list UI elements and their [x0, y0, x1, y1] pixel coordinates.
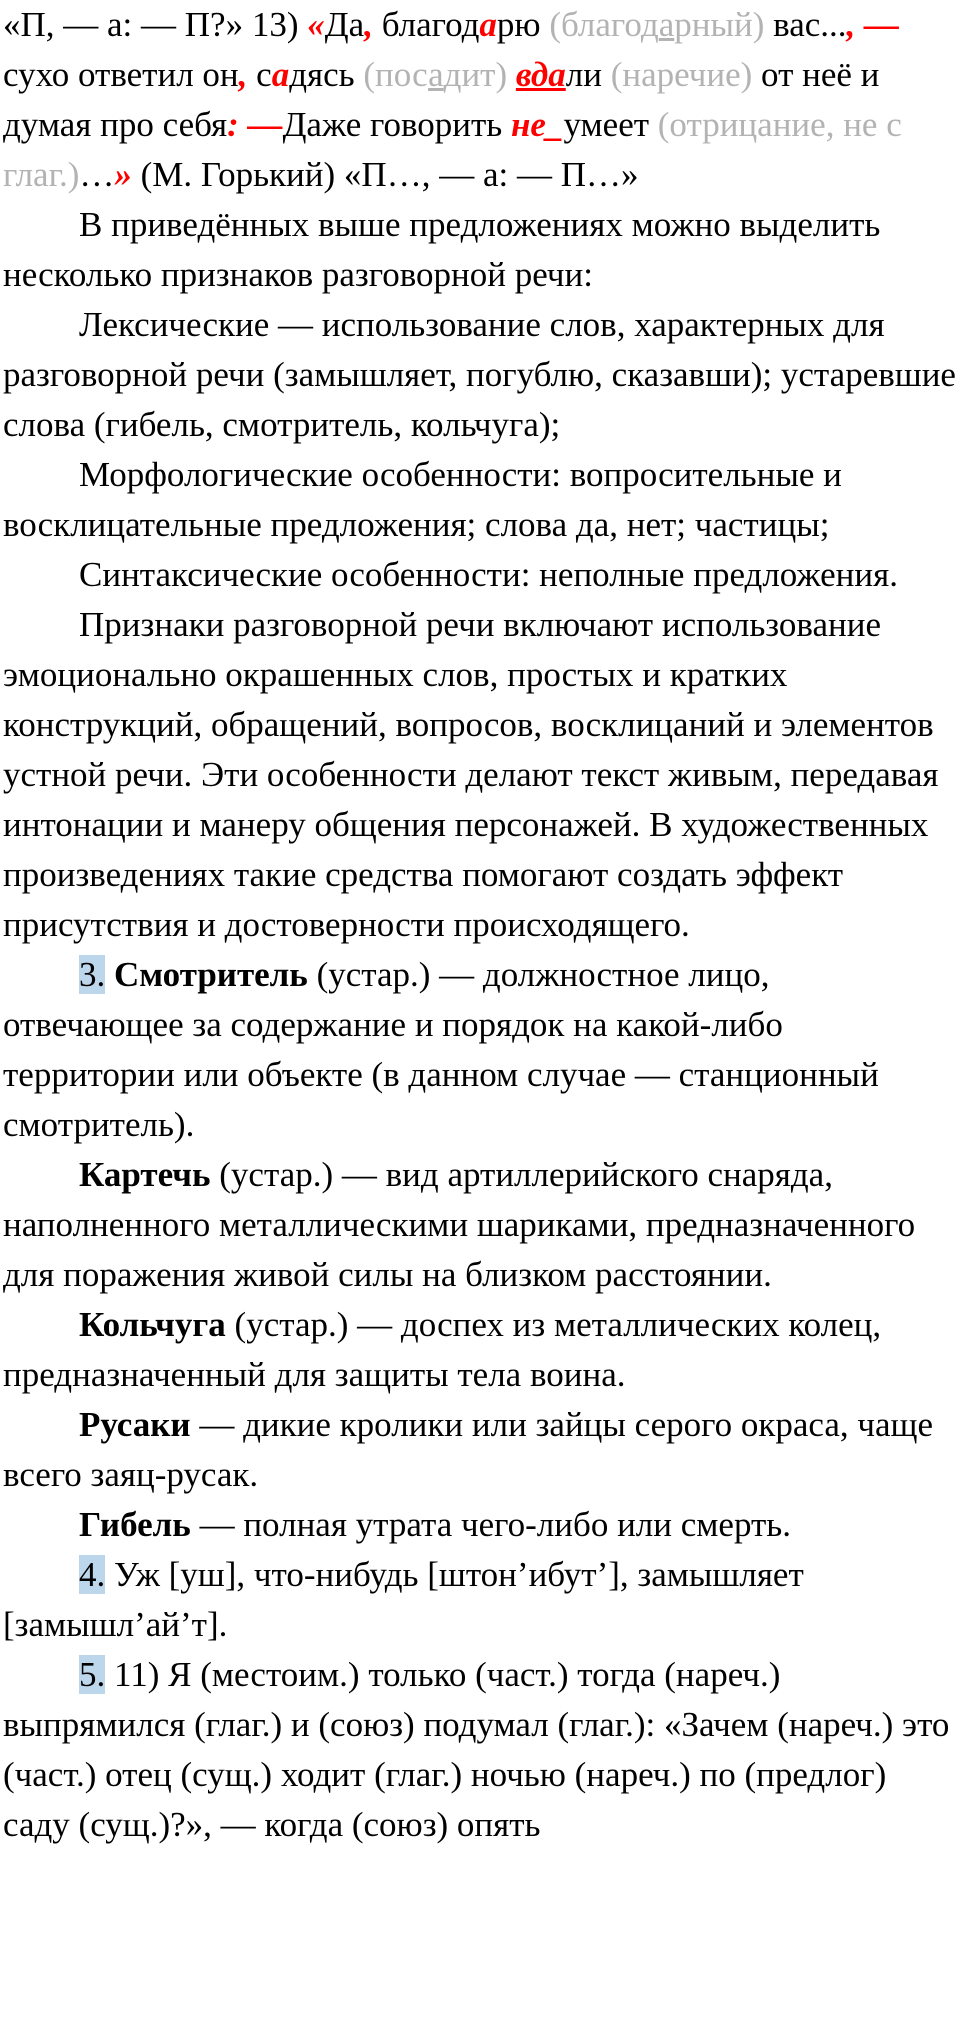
- transcription-text: Уж [уш], что-нибудь [штон’ибут’], замышляет [замышл’ай’т].: [3, 1555, 804, 1644]
- text-fragment: …: [79, 155, 115, 194]
- particle-red: не_: [511, 105, 564, 144]
- glossary-term: Русаки: [79, 1405, 191, 1444]
- glossary-definition: — полная утрата чего-либо или смерть.: [190, 1505, 792, 1544]
- answer-number: 5.: [79, 1655, 106, 1694]
- glossary-term: Гибель: [79, 1505, 191, 1544]
- paragraph: Синтаксические особенности: неполные предложения.: [79, 555, 898, 594]
- answer-4: [3, 1550, 958, 1650]
- text-fragment: дясь: [289, 55, 364, 94]
- dash-red: —: [864, 5, 900, 44]
- quote-mark-red: »: [114, 155, 132, 194]
- glossary-term: Кольчуга: [79, 1305, 226, 1344]
- paragraph: Признаки разговорной речи включают использование эмоционально окрашенных слов, простых и кратких конструкций, обращений, вопросов, восклицаний и элементов устной речи. Эти особенности делают текст живым, передавая интонации и манеру общения персонажей. В художественных произведениях такие средства помогают создать эффект присутствия и достоверности происходящего.: [3, 605, 939, 944]
- comma-red: ,: [238, 55, 248, 94]
- stressed-vowel-red: а: [479, 5, 497, 44]
- annotation-gray: (наречие): [610, 55, 753, 94]
- answer-number: 4.: [79, 1555, 106, 1594]
- annotation-gray: (посадит): [363, 55, 508, 94]
- text-fragment: умеет: [563, 105, 658, 144]
- comma-red: ,: [846, 5, 856, 44]
- colon-dash-red: : —: [227, 105, 283, 144]
- glossary-term: Смотритель: [114, 955, 308, 994]
- text-fragment: от неё и думая про себя: [3, 55, 880, 144]
- text-fragment: рю: [496, 5, 550, 44]
- paragraph: Лексические — использование слов, характерных для разговорной речи (замышляет, погублю, сказавши); устаревшие слова (гибель, смотритель, кольчуга);: [3, 305, 956, 444]
- glossary-definition: (устар.) — вид артиллерийского снаряда, наполненного металлическими шариками, предназначенного для поражения живой силы на близком расстоянии.: [3, 1155, 916, 1294]
- glossary-entry: [3, 1150, 958, 1300]
- answer-number: 3.: [79, 955, 106, 994]
- paragraph: Морфологические особенности: вопросительные и восклицательные предложения; слова да, нет; частицы;: [3, 455, 842, 544]
- text-fragment: благод: [372, 5, 480, 44]
- adverb-part-red: вда: [515, 55, 566, 94]
- paragraph: В приведённых выше предложениях можно выделить несколько признаков разговорной речи:: [3, 205, 881, 294]
- annotation-gray: (благодарный): [549, 5, 765, 44]
- glossary-definition: (устар.) — доспех из металлических колец, предназначенный для защиты тела воина.: [3, 1305, 882, 1394]
- glossary-entry: [3, 1500, 958, 1550]
- comma-red: ,: [364, 5, 373, 44]
- morphology-analysis-text: 11) Я (местоим.) только (част.) тогда (нареч.) выпрямился (глаг.) и (союз) подумал (глаг.): «Зачем (нареч.) это (част.) отец (сущ.) ходит (глаг.) ночью (нареч.) по (предлог) саду (сущ.)?», — когда (союз) опять: [3, 1655, 950, 1844]
- glossary-definition: — дикие кролики или зайцы серого окраса, чаще всего заяц-русак.: [3, 1405, 934, 1494]
- answer-5: [3, 1650, 958, 1850]
- glossary-entry: [3, 1300, 958, 1400]
- glossary-definition: (устар.) — должностное лицо, отвечающее за содержание и порядок на какой-либо территории или объекте (в данном случае — станционный смотритель).: [3, 955, 879, 1144]
- annotation-gray: (отрицание, не с глаг.): [3, 105, 902, 194]
- glossary-entry: [3, 1400, 958, 1500]
- text-fragment: (М. Горький) «П…, — а: — П…»: [131, 155, 639, 194]
- example-sentence-paragraph: [3, 0, 958, 200]
- text-fragment: сухо ответил он: [3, 55, 239, 94]
- text-fragment: ли: [565, 55, 611, 94]
- text-fragment: Да: [324, 5, 365, 44]
- glossary-term: Картечь: [79, 1155, 211, 1194]
- text-fragment: с: [247, 55, 272, 94]
- answer-3: [3, 950, 958, 1150]
- text-fragment: вас...: [764, 5, 847, 44]
- text-fragment: Даже говорить: [282, 105, 511, 144]
- stressed-vowel-red: а: [271, 55, 290, 94]
- text-fragment: «П, — а: — П?» 13): [3, 5, 308, 44]
- quote-mark-red: «: [307, 5, 325, 44]
